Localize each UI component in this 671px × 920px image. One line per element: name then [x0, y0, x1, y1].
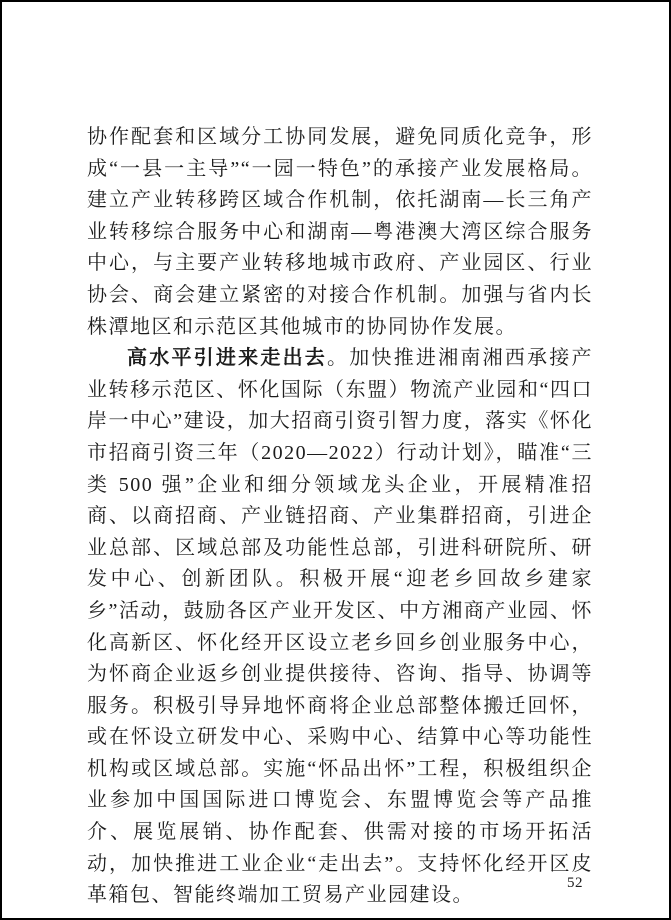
- paragraph-continuation: [87, 122, 593, 343]
- paragraph-2-body: 。加快推进湘南湘西承接产业转移示范区、怀化国际（东盟）物流产业园和“四口岸一中心”建设，加大招商引资引智力度，落实《怀化市招商引资三年（2020—2022）行动计划》，瞄准“三类 500 强”企业和细分领域龙头企业，开展精准招商、以商招商、产业链招商、产业集群招商，引进企业总部、区域总部及功能性总部，引进科研院所、研发中心、创新团队。积极开展“迎老乡回故乡建家乡”活动，鼓励各区产业开发区、中方湘商产业园、怀化高新区、怀化经开区设立老乡回乡创业服务中心，为怀商企业返乡创业提供接待、咨询、指导、协调等服务。积极引导异地怀商将企业总部整体搬迁回怀，或在怀设立研发中心、采购中心、结算中心等功能性机构或区域总部。实施“怀品出怀”工程，积极组织企业参加中国国际进口博览会、东盟博览会等产品推介、展览展销、协作配套、供需对接的市场开拓活动，加快推进工业企业“走出去”。支持怀化经开区皮革箱包、智能终端加工贸易产业园建设。: [87, 347, 594, 907]
- text-block: [87, 122, 593, 912]
- paragraph-2: [87, 343, 593, 912]
- page-number: 52: [567, 875, 583, 891]
- paragraph-2-lead: 高水平引进来走出去: [127, 347, 328, 370]
- paragraph-1-text: 协作配套和区域分工协同发展，避免同质化竞争，形成“一县一主导”“一园一特色”的承接产业发展格局。建立产业转移跨区域合作机制，依托湖南—长三角产业转移综合服务中心和湖南—粤港澳大湾区综合服务中心，与主要产业转移地城市政府、产业园区、行业协会、商会建立紧密的对接合作机制。加强与省内长株潭地区和示范区其他城市的协同协作发展。: [87, 126, 593, 338]
